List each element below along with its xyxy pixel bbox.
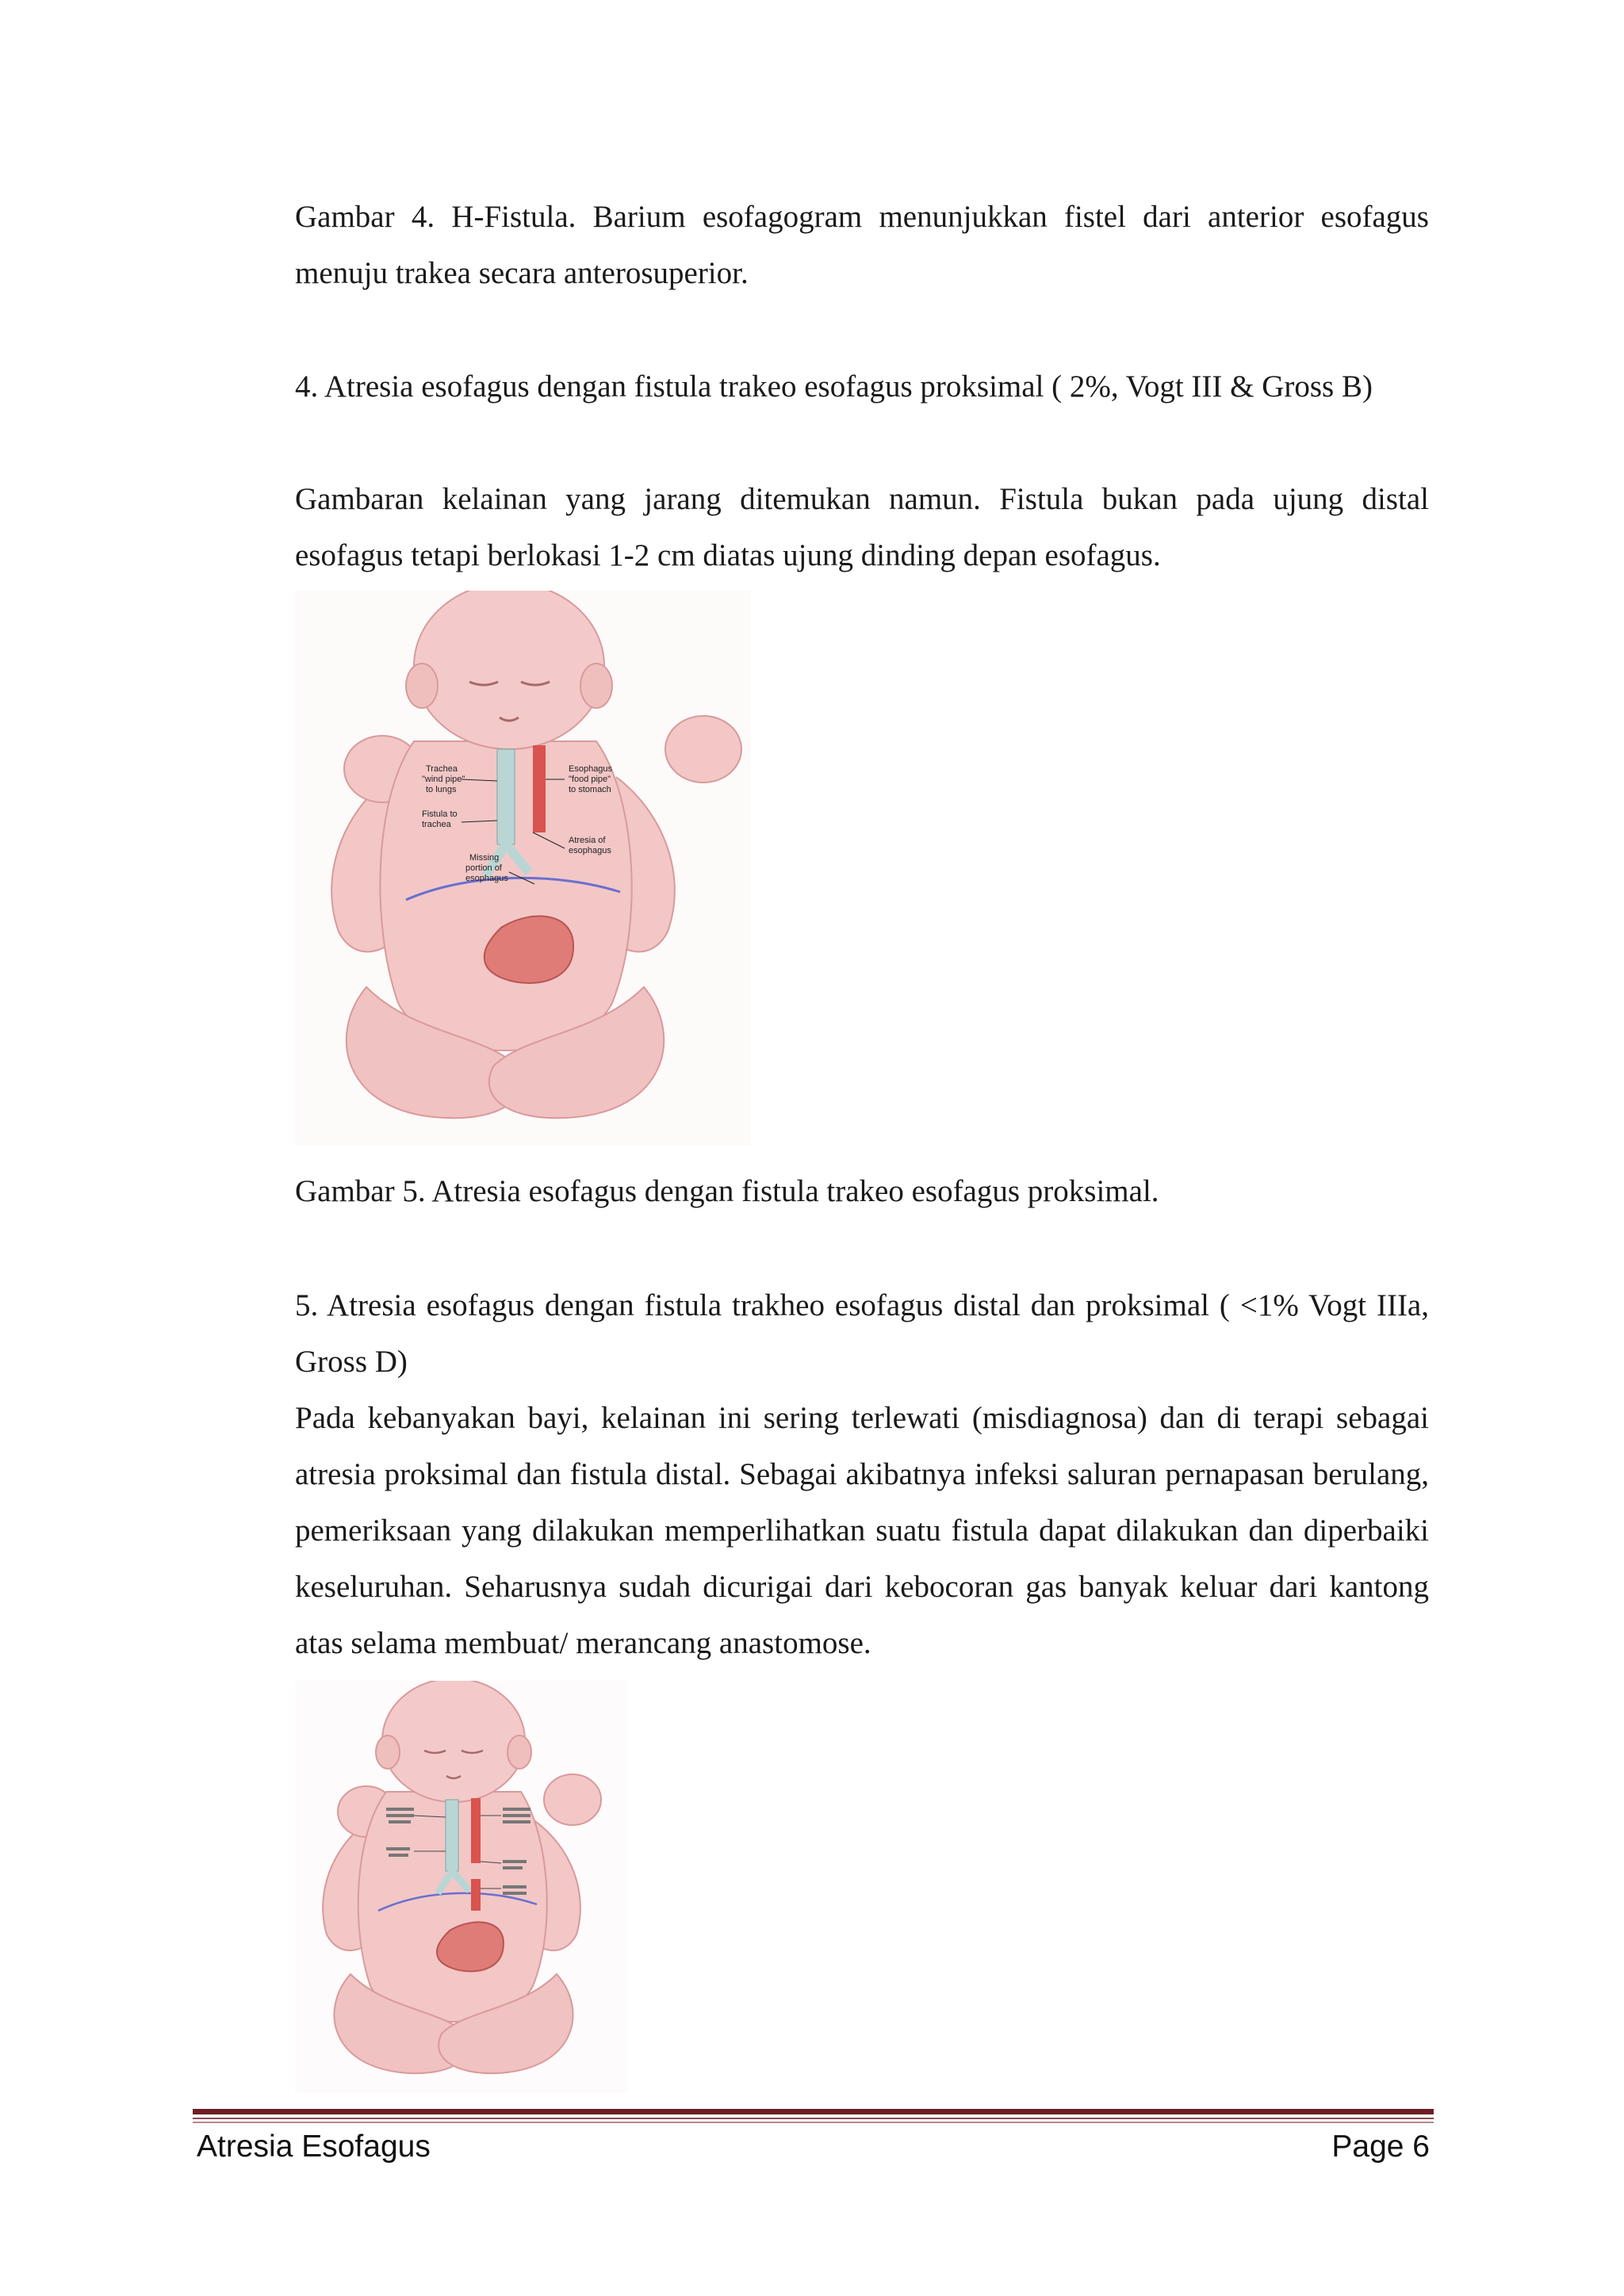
label-esophagus-3: to stomach bbox=[569, 785, 611, 794]
infant-esophagus-diagram bbox=[295, 591, 751, 1146]
footer-rule-thick bbox=[193, 2109, 1434, 2114]
section5-heading: 5. Atresia esofagus dengan fistula trakheo esofagus distal dan proksimal ( <1% Vogt IIIa, Gross D) bbox=[295, 1288, 1429, 1379]
figure5-illustration bbox=[295, 591, 751, 1146]
section5-paragraph: Pada kebanyakan bayi, kelainan ini sering terlewati (misdiagnosa) dan di terapi sebagai atresia proksimal dan fistula distal. Sebagai akibatnya infeksi saluran pernapasan berulang, pemeriksaan yang dilakukan memperlihatkan suatu fistula dapat dilakukan dan diperbaiki keseluruhan. Seharusnya sudah dicurigai dari kebocoran gas banyak keluar dari kantong atas selama membuat/ merancang anastomose. bbox=[295, 1401, 1429, 1660]
figure6-illustration bbox=[295, 1681, 628, 2093]
footer-title: Atresia Esofagus bbox=[197, 2130, 431, 2164]
label-fistula-1: Fistula to bbox=[422, 809, 458, 819]
label-trachea-2: "wind pipe" bbox=[422, 775, 465, 784]
footer-rule-light bbox=[193, 2122, 1434, 2123]
section4-paragraph: Gambaran kelainan yang jarang ditemukan namun. Fistula bukan pada ujung distal esofagus tetapi berlokasi 1-2 cm diatas ujung dinding depan esofagus. bbox=[295, 482, 1429, 572]
label-missing-2: portion of bbox=[465, 863, 502, 873]
footer-page-number: Page 6 bbox=[1331, 2130, 1430, 2164]
label-fistula-2: trachea bbox=[422, 820, 451, 829]
label-atresia-1: Atresia of bbox=[569, 836, 606, 845]
figure4-caption: Gambar 4. H-Fistula. Barium esofagogram menunjukkan fistel dari anterior esofagus menuju trakea secara anterosuperior. bbox=[295, 200, 1429, 290]
section4-heading: 4. Atresia esofagus dengan fistula trakeo esofagus proksimal ( 2%, Vogt III & Gross B) bbox=[295, 369, 1373, 404]
label-trachea-1: Trachea bbox=[426, 764, 458, 774]
label-esophagus-2: "food pipe" bbox=[569, 775, 611, 784]
label-trachea-3: to lungs bbox=[426, 785, 457, 794]
label-missing-1: Missing bbox=[469, 853, 500, 863]
footer-rule-thin bbox=[193, 2118, 1434, 2119]
label-esophagus-1: Esophagus bbox=[569, 764, 613, 774]
label-atresia-2: esophagus bbox=[569, 846, 611, 855]
infant-esophagus-diagram-2 bbox=[295, 1681, 628, 2093]
label-missing-3: esophagus bbox=[465, 874, 508, 883]
figure5-caption: Gambar 5. Atresia esofagus dengan fistula trakeo esofagus proksimal. bbox=[295, 1174, 1159, 1208]
